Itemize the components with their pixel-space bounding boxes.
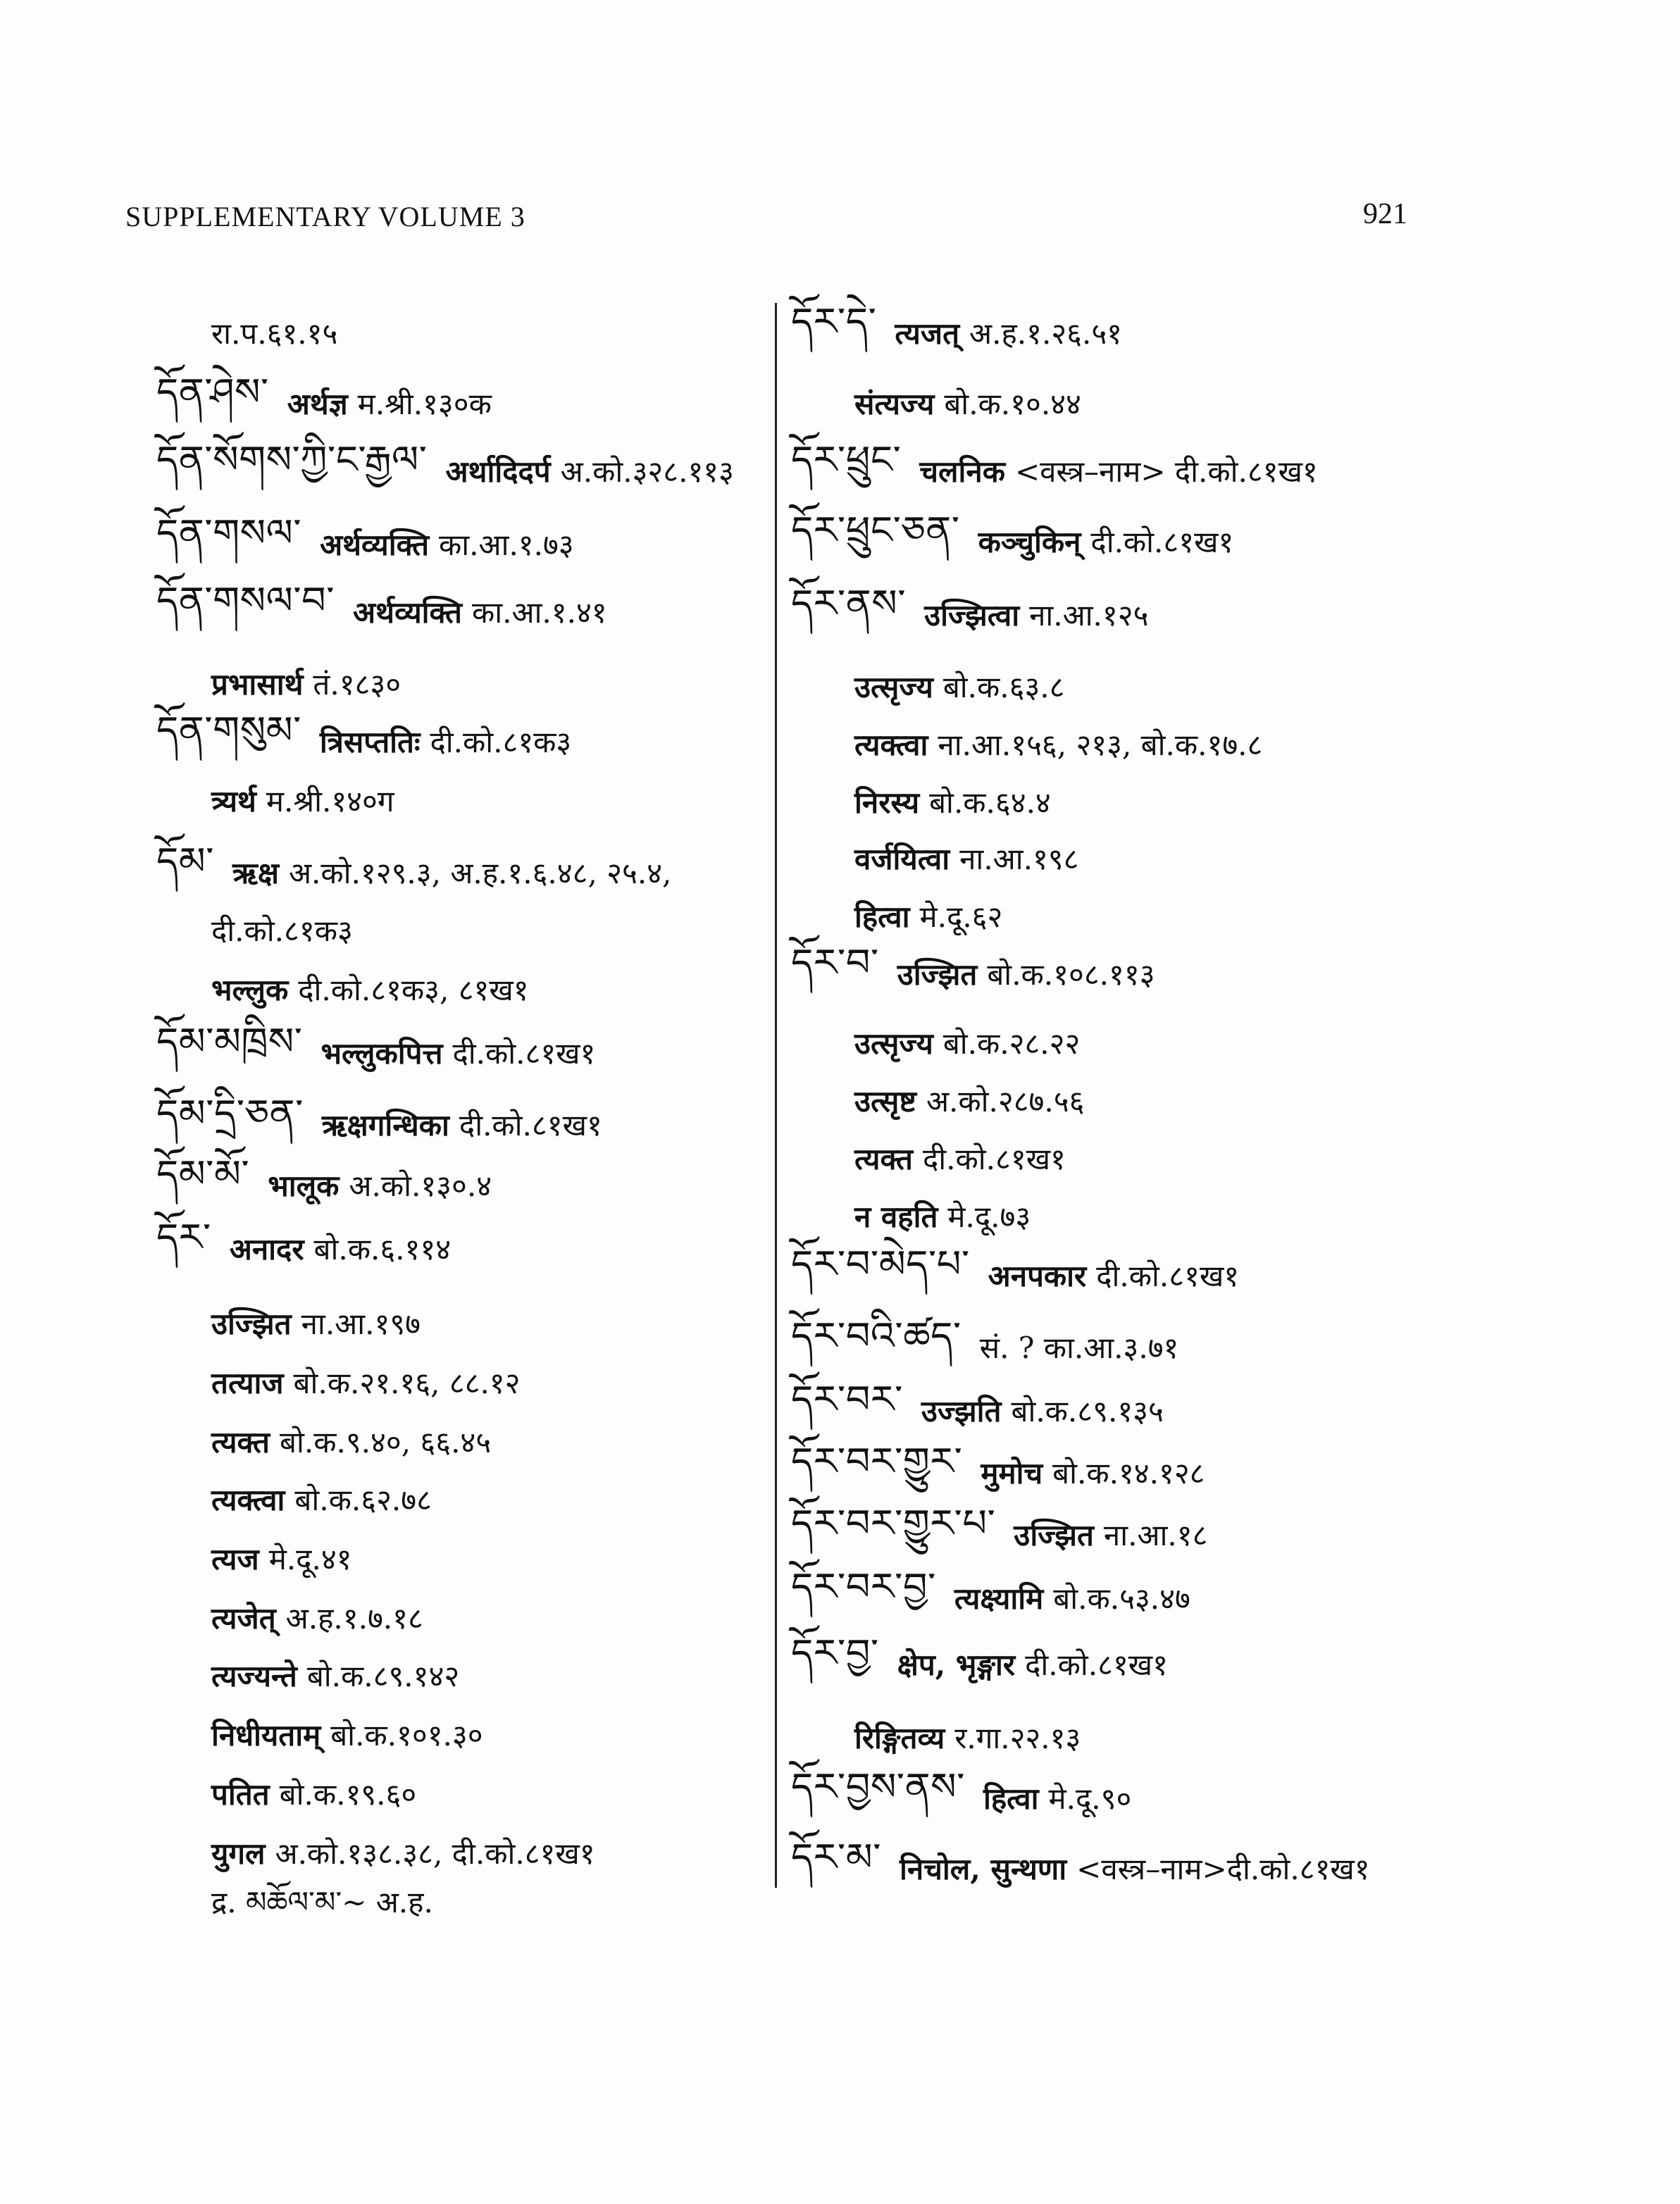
sanskrit-equivalent: प्रभासार्थ	[211, 666, 304, 702]
tibetan-term: དོན་གསུམ་	[156, 708, 301, 752]
sanskrit-equivalent: त्यज	[211, 1541, 259, 1576]
sanskrit-equivalent: न वहति	[854, 1199, 938, 1234]
sanskrit-equivalent: कञ्चुकिन्	[978, 524, 1081, 559]
source-reference: <वस्त्र–नाम> दी.को.८१ख१	[1014, 454, 1318, 489]
source-reference: बो.क.१०८.११३	[987, 957, 1155, 992]
tibetan-term: དོར་བྱ་	[791, 1631, 879, 1675]
tibetan-term: དོན་གསལ་	[156, 511, 302, 555]
tibetan-term: དོར་བའི་ཚད་	[791, 1314, 962, 1358]
source-reference: तं.१८३०	[313, 666, 402, 702]
source-reference: बो.क.९.४०, ६६.४५	[280, 1424, 492, 1459]
sub-entry	[854, 772, 1051, 831]
source-reference: बो.क.६२.७८	[294, 1482, 432, 1517]
tibetan-term: དོར་བར་	[791, 1377, 903, 1421]
tibetan-term: དོམ་མཁྲིས་	[156, 1019, 303, 1064]
source-reference: बो.क.२८.२२	[942, 1026, 1081, 1061]
headword-entry	[791, 581, 1149, 644]
tibetan-term: དོར་	[156, 1215, 211, 1259]
tibetan-term: དོར་ཕྲུང་	[791, 437, 902, 482]
tibetan-term: དོར་ཕྲུང་ཅན་	[791, 508, 960, 552]
sub-entry	[211, 1352, 520, 1412]
sanskrit-equivalent: त्यक्त्वा	[211, 1482, 285, 1517]
source-reference: बो.क.६४.४	[929, 785, 1051, 820]
sub-entry	[211, 1764, 416, 1823]
source-reference: बो.क.६.११४	[313, 1231, 452, 1266]
sanskrit-equivalent: अनपकार	[988, 1258, 1087, 1293]
sub-entry	[211, 1412, 491, 1471]
tibetan-term: དོར་བ་མེད་པ་	[791, 1242, 970, 1286]
headword-entry	[156, 1215, 452, 1278]
sub-entry	[211, 1881, 433, 1940]
headword-entry	[791, 1835, 1370, 1898]
source-reference: अ.को.१२९.३, अ.ह.१.६.४८, २५.४,	[288, 855, 672, 890]
source-reference: बो.क.१०.४४	[944, 386, 1081, 421]
tibetan-term: དོར་བར་གྱུར་	[791, 1439, 963, 1483]
source-reference: दी.को.८१क३	[430, 724, 572, 759]
sub-entry	[211, 771, 394, 830]
source-reference: दी.को.८१ख१	[459, 1107, 602, 1143]
sanskrit-equivalent: निधीयताम्	[211, 1717, 321, 1752]
source-reference: अ.ह.१.२६.५१	[969, 316, 1123, 351]
sub-entry	[854, 1013, 1080, 1072]
column-divider	[775, 303, 777, 1888]
source-reference: ना.आ.१५६, २१३, बो.क.१७.८	[938, 727, 1263, 762]
sanskrit-equivalent: अर्थव्यक्ति	[320, 527, 430, 562]
sub-entry	[854, 1128, 1066, 1188]
source-reference: रा.प.६१.१५	[211, 316, 338, 351]
sanskrit-equivalent: ऋक्ष	[232, 855, 279, 890]
source-reference: बो.क.६३.८	[942, 669, 1065, 704]
sanskrit-equivalent: तत्याज	[211, 1365, 284, 1400]
sanskrit-equivalent: अर्थव्यक्ति	[353, 594, 462, 630]
sanskrit-equivalent: त्यक्त्वा	[854, 727, 928, 762]
tibetan-term: དོན་སོགས་ཀྱི་ང་རྒྱལ་	[156, 437, 428, 482]
tibetan-term: དོར་དེ་	[791, 299, 877, 344]
sanskrit-equivalent: युगल	[211, 1836, 266, 1871]
source-reference: ना.आ.१९७	[301, 1306, 421, 1341]
sanskrit-equivalent: भालूक	[268, 1168, 340, 1203]
sub-entry	[211, 900, 353, 959]
sub-entry	[211, 1588, 423, 1647]
sanskrit-equivalent: उज्झित	[897, 957, 978, 992]
source-reference: दी.को.८१ख१	[452, 1035, 596, 1071]
headword-entry	[791, 940, 1155, 1003]
source-reference: दी.को.८१ख१	[1096, 1258, 1240, 1293]
source-reference: द्र. མཆོལ་མ་~ अ.ह.	[211, 1884, 433, 1919]
sanskrit-equivalent: त्यज्यन्ते	[211, 1658, 297, 1693]
sanskrit-equivalent: हित्वा	[983, 1781, 1039, 1816]
source-reference: दी.को.८१क३, ८१ख१	[298, 972, 529, 1007]
source-reference: का.आ.१.७३	[439, 527, 574, 562]
source-reference: ना.आ.१२५	[1029, 597, 1149, 633]
source-reference: ना.आ.१९८	[959, 841, 1079, 876]
sub-entry	[854, 714, 1262, 773]
sanskrit-equivalent: वर्जयित्वा	[854, 841, 950, 876]
sanskrit-equivalent: त्यक्ष्यामि	[954, 1581, 1044, 1616]
source-reference: का.आ.१.४१	[472, 594, 607, 630]
running-head: SUPPLEMENTARY VOLUME 3	[125, 201, 525, 232]
source-reference: अ.को.२८७.५६	[926, 1083, 1085, 1119]
tibetan-term: དོར་བར་གྱུར་པ་	[791, 1501, 996, 1545]
sanskrit-equivalent: पतित	[211, 1776, 270, 1812]
source-reference: मे.दू.९०	[1048, 1781, 1132, 1816]
sanskrit-equivalent: उज्झित	[1014, 1517, 1094, 1552]
sanskrit-equivalent: संत्यज्य	[854, 386, 935, 421]
source-reference: बो.क.१९.६०	[279, 1776, 417, 1812]
sanskrit-equivalent: त्रिसप्ततिः	[319, 724, 421, 759]
source-reference: अ.को.३२८.११३	[560, 454, 734, 489]
sanskrit-equivalent: भल्लुक	[211, 972, 289, 1007]
source-reference: बो.क.१०१.३०	[330, 1717, 483, 1752]
source-reference: मे.दू.६२	[919, 899, 1003, 934]
sanskrit-equivalent: उज्झित्वा	[924, 597, 1020, 633]
page-header	[0, 0, 1680, 254]
sanskrit-equivalent: त्यक्त	[211, 1424, 270, 1459]
sanskrit-equivalent: उत्सृज्य	[854, 1026, 933, 1061]
sub-entry	[211, 1469, 432, 1529]
sanskrit-equivalent: भल्लुकपित्त	[321, 1035, 443, 1071]
sanskrit-equivalent: निचोल, सुन्थणा	[900, 1851, 1067, 1886]
source-reference: मे.दू.७३	[947, 1199, 1031, 1234]
source-reference: बो.क.२१.१६, ८८.१२	[293, 1365, 521, 1400]
sub-entry	[854, 656, 1065, 716]
tibetan-term: དོར་བར་བྱ་	[791, 1564, 936, 1609]
tibetan-term: དོར་མ་	[791, 1835, 881, 1879]
source-reference: <वस्त्र–नाम>दी.को.८१ख१	[1076, 1851, 1370, 1886]
sub-entry	[211, 1293, 421, 1352]
sanskrit-equivalent: त्यजेत्	[211, 1600, 276, 1636]
source-reference: बो.क.५३.४७	[1053, 1581, 1190, 1616]
source-reference: दी.को.८१ख१	[1090, 524, 1234, 559]
sanskrit-equivalent: उत्सृज्य	[854, 669, 933, 704]
source-reference: दी.को.८१ख१	[923, 1141, 1066, 1176]
tibetan-term: དོམ་	[156, 839, 215, 883]
sub-entry	[854, 1071, 1084, 1130]
sanskrit-equivalent: रिङ्गितव्य	[854, 1720, 945, 1755]
sanskrit-equivalent: अर्थादिदर्प	[445, 454, 551, 489]
tibetan-term: དོན་གསལ་བ་	[156, 578, 335, 623]
source-reference: म.श्री.१३०क	[357, 386, 492, 421]
source-reference: मे.दू.४१	[268, 1541, 352, 1576]
headword-entry	[156, 708, 572, 771]
headword-entry	[791, 299, 1123, 362]
source-reference: अ.को.१३८.३८, दी.को.८१ख१	[275, 1836, 595, 1871]
tibetan-term: དོམ་དྲི་ཅན་	[156, 1091, 304, 1135]
sanskrit-equivalent: त्यक्त	[854, 1141, 913, 1176]
source-reference: बो.क.८९.१३५	[1011, 1393, 1164, 1428]
sanskrit-equivalent: अनादर	[229, 1231, 304, 1266]
sanskrit-equivalent: मुमोच	[981, 1455, 1043, 1490]
sanskrit-equivalent: चलनिक	[919, 454, 1005, 489]
headword-entry	[791, 1631, 1168, 1693]
source-reference: बो.क.१४.१२८	[1052, 1455, 1205, 1490]
sanskrit-equivalent: त्र्यर्थ	[211, 783, 256, 818]
sanskrit-equivalent: अर्थज्ञ	[287, 386, 348, 421]
source-reference: सं. ? का.आ.३.७१	[979, 1330, 1179, 1365]
sanskrit-equivalent: हित्वा	[854, 899, 910, 934]
sub-entry	[854, 828, 1078, 888]
sanskrit-equivalent: निरस्य	[854, 785, 920, 820]
sanskrit-equivalent: क्षेप, भृङ्गार	[897, 1647, 1016, 1682]
source-reference: अ.ह.१.७.१८	[285, 1600, 423, 1636]
sanskrit-equivalent: त्यजत्	[895, 316, 960, 351]
headword-entry	[156, 578, 607, 641]
sanskrit-equivalent: ऋक्षगन्धिका	[321, 1107, 449, 1143]
sanskrit-equivalent: उत्सृष्ट	[854, 1083, 916, 1119]
source-reference: ना.आ.१८	[1103, 1517, 1208, 1552]
source-reference: अ.को.१३०.४	[349, 1168, 492, 1203]
sanskrit-equivalent: उज्झति	[921, 1393, 1002, 1428]
source-reference: म.श्री.१४०ग	[266, 783, 394, 818]
sub-entry	[211, 1705, 483, 1764]
tibetan-term: དོམ་མོ་	[156, 1152, 250, 1196]
tibetan-term: དོར་ནས་	[791, 581, 907, 625]
sub-entry	[211, 1645, 459, 1705]
sub-entry	[211, 1529, 352, 1588]
sanskrit-equivalent: उज्झित	[211, 1306, 292, 1341]
headword-entry	[156, 839, 672, 902]
page-number: 921	[1363, 198, 1407, 230]
source-reference: दी.को.८१क३	[211, 913, 353, 948]
source-reference: र.गा.२२.१३	[954, 1720, 1081, 1755]
tibetan-term: དོན་ཤེས་	[156, 370, 269, 414]
tibetan-term: དོར་བྱས་ནས་	[791, 1764, 965, 1809]
source-reference: बो.क.८९.१४२	[306, 1658, 460, 1693]
tibetan-term: དོར་བ་	[791, 940, 879, 985]
source-reference: दी.को.८१ख१	[1025, 1647, 1168, 1682]
